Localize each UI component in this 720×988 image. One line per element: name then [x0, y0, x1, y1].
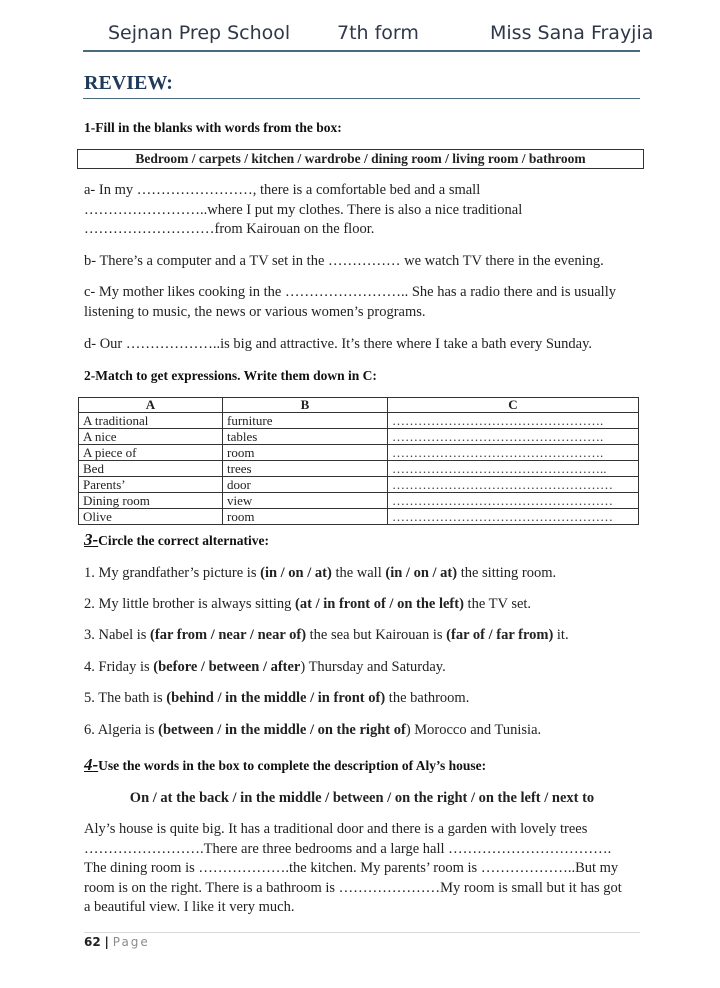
cell-c-blank: …………………………………………… — [388, 493, 639, 509]
table-row — [79, 413, 639, 429]
exercise-b: b- There’s a computer and a TV set in the …………… we watch TV there in the evening. — [84, 253, 604, 269]
cell-a: A nice — [79, 429, 223, 445]
cell-b: trees — [223, 461, 388, 477]
cell-b: room — [223, 445, 388, 461]
column-header-c: C — [388, 398, 639, 413]
cell-c-blank: …………………………………………. — [388, 413, 639, 429]
header-teacher: Miss Sana Frayjia — [490, 22, 654, 44]
exercise-a — [84, 181, 522, 240]
circle-item: 1. My grandfather’s picture is (in / on / at) the wall (in / on / at) the sitting room. — [84, 565, 557, 581]
exercise-a-line: ……………………..where I put my clothes. There is also a nice traditional — [84, 201, 523, 218]
cell-a: Parents’ — [79, 477, 223, 493]
section4-heading-line — [84, 755, 486, 775]
cell-a: Olive — [79, 509, 223, 525]
page-word: Page — [112, 935, 150, 949]
title-rule — [83, 98, 640, 99]
circle-item: 5. The bath is (behind / in the middle / in front of) the bathroom. — [84, 690, 470, 706]
cell-c-blank: …………………………………………. — [388, 429, 639, 445]
table-row — [79, 429, 639, 445]
description-line: room is on the right. There is a bathroom is …………………My room is small but it has got — [84, 879, 622, 896]
section3-heading: Circle the correct alternative: — [98, 533, 269, 548]
circle-item: 4. Friday is (before / between / after) Thursday and Saturday. — [84, 659, 446, 675]
footer-separator: | — [104, 935, 109, 949]
circle-item: 2. My little brother is always sitting (at / in front of / on the left) the TV set. — [84, 596, 532, 612]
cell-c-blank: …………………………………………… — [388, 477, 639, 493]
cell-c-blank: …………………………………………… — [388, 509, 639, 525]
house-description — [84, 820, 622, 918]
column-header-b: B — [223, 398, 388, 413]
description-line: The dining room is ……………….the kitchen. My parents’ room is ………………..But my — [84, 860, 619, 876]
section4-heading: Use the words in the box to complete the description of Aly’s house: — [98, 758, 487, 773]
table-header-row — [79, 398, 639, 413]
circle-item: 6. Algeria is (between / in the middle / on the right of) Morocco and Tunisia. — [84, 722, 542, 738]
circle-item: 3. Nabel is (far from / near / near of) the sea but Kairouan is (far of / far from) it. — [84, 627, 569, 643]
description-line: Aly’s house is quite big. It has a traditional door and there is a garden with lovely trees — [84, 821, 588, 837]
description-line: a beautiful view. I like it very much. — [84, 899, 295, 915]
page-title: REVIEW: — [84, 72, 173, 94]
cell-b: view — [223, 493, 388, 509]
cell-b: furniture — [223, 413, 388, 429]
section2-heading: 2-Match to get expressions. Write them down in C: — [84, 368, 377, 383]
cell-b: door — [223, 477, 388, 493]
section1-word-box: Bedroom / carpets / kitchen / wardrobe / dining room / living room / bathroom — [77, 149, 644, 169]
section4-number: 4- — [84, 755, 99, 774]
exercise-c — [84, 283, 616, 322]
header-form: 7th form — [337, 22, 419, 44]
table-row — [79, 477, 639, 493]
exercise-c-line: listening to music, the news or various women’s programs. — [84, 303, 426, 320]
match-table — [78, 397, 639, 525]
cell-a: A traditional — [79, 413, 223, 429]
description-line: …………………….There are three bedrooms and a large hall ……………………………. — [84, 840, 612, 857]
table-row — [79, 445, 639, 461]
column-header-a: A — [79, 398, 223, 413]
section1-heading: 1-Fill in the blanks with words from the box: — [84, 120, 342, 135]
section3-number: 3- — [84, 530, 99, 549]
table-row — [79, 509, 639, 525]
table-row — [79, 461, 639, 477]
cell-b: room — [223, 509, 388, 525]
cell-b: tables — [223, 429, 388, 445]
section4-word-box: On / at the back / in the middle / between / on the right / on the left / next to — [129, 790, 595, 806]
page-footer — [84, 935, 150, 949]
exercise-c-line: c- My mother likes cooking in the …………………….. She has a radio there and is usually — [84, 284, 616, 300]
cell-c-blank: ………………………………………….. — [388, 461, 639, 477]
table-row — [79, 493, 639, 509]
exercise-d: d- Our ………………..is big and attractive. It’s there where I take a bath every Sunday. — [84, 336, 593, 352]
section3-heading-line — [84, 530, 269, 550]
header-school: Sejnan Prep School — [108, 22, 291, 44]
cell-a: A piece of — [79, 445, 223, 461]
exercise-a-line: ………………………from Kairouan on the floor. — [84, 221, 375, 237]
cell-a: Bed — [79, 461, 223, 477]
exercise-a-line: a- In my ……………………, there is a comfortable bed and a small — [84, 182, 481, 198]
cell-c-blank: …………………………………………. — [388, 445, 639, 461]
header-rule — [83, 50, 640, 52]
page-number: 62 — [84, 935, 101, 949]
cell-a: Dining room — [79, 493, 223, 509]
footer-rule — [84, 932, 640, 933]
